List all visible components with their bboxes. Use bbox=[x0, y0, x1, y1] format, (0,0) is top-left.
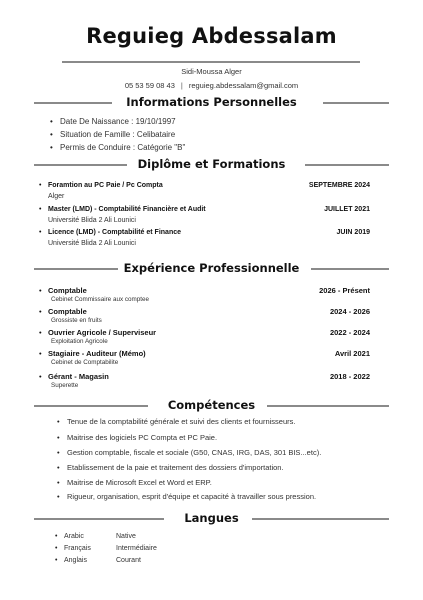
bullet-dot: • bbox=[39, 307, 42, 316]
language-name: Français bbox=[64, 545, 91, 552]
language-item bbox=[64, 545, 157, 552]
language-name: Arabic bbox=[64, 533, 84, 540]
header-divider bbox=[62, 61, 360, 63]
language-name: Anglais bbox=[64, 557, 87, 564]
experience-place: Superette bbox=[51, 382, 79, 389]
experience-place: Cebinet Commissaire aux comptee bbox=[51, 296, 149, 303]
education-place: Alger bbox=[48, 193, 65, 200]
phone-number: 05 53 59 08 43 bbox=[124, 81, 175, 90]
skill-item: • Maitrise de Microsoft Excel et Word et ERP. bbox=[67, 478, 212, 487]
education-date: JUIN 2019 bbox=[336, 229, 370, 236]
bullet-dot: • bbox=[39, 372, 42, 381]
experience-place: Cebinet de Comptabilite bbox=[51, 359, 119, 366]
experience-title: Ouvrier Agricole / Superviseur bbox=[48, 328, 157, 337]
bullet-dot: • bbox=[39, 286, 42, 295]
email-address: reguieg.abdessalam@gmail.com bbox=[188, 81, 299, 90]
experience-title: Comptable bbox=[48, 286, 87, 295]
section-skills-header bbox=[34, 398, 389, 414]
candidate-city: Sidi-Moussa Alger bbox=[181, 67, 242, 76]
bullet-dot: • bbox=[39, 206, 42, 213]
education-date: SEPTEMBRE 2024 bbox=[308, 182, 370, 189]
skill-item: • Gestion comptable, fiscale et sociale (G50, CNAS, IRG, DAS, 301 BIS...etc). bbox=[67, 448, 321, 457]
bullet-dot: • bbox=[39, 229, 42, 236]
education-date: JUILLET 2021 bbox=[324, 206, 370, 213]
skill-item: • Etablissement de la paie et traitement des dossiers d'importation. bbox=[67, 463, 284, 472]
skill-item: • Maitrise des logiciels PC Compta et PC Paie. bbox=[67, 433, 217, 442]
experience-title: Stagiaire - Auditeur (Mémo) bbox=[48, 349, 146, 358]
section-experience-title: Expérience Professionnelle bbox=[120, 261, 304, 275]
section-languages-title: Langues bbox=[180, 511, 242, 525]
experience-date: 2018 - 2022 bbox=[329, 372, 370, 381]
section-skills-title: Compétences bbox=[164, 398, 259, 412]
personal-info-item: • Situation de Famille : Celibataire bbox=[60, 130, 175, 139]
contact-line bbox=[0, 81, 423, 90]
personal-info-item: • Date De Naissance : 19/10/1997 bbox=[60, 117, 176, 126]
skill-item: • Tenue de la comptabilité générale et suivi des clients et fournisseurs. bbox=[67, 417, 295, 426]
education-place: Université Blida 2 Ali Lounici bbox=[48, 217, 136, 224]
experience-date: Avril 2021 bbox=[334, 349, 370, 358]
education-place: Université Blida 2 Ali Lounici bbox=[48, 240, 136, 247]
candidate-name: Reguieg Abdessalam bbox=[86, 24, 337, 48]
contact-separator: | bbox=[180, 81, 183, 90]
section-languages-header bbox=[34, 511, 389, 527]
experience-date: 2026 - Présent bbox=[319, 286, 370, 295]
section-personal-header bbox=[34, 95, 389, 111]
section-education-title: Diplôme et Formations bbox=[134, 157, 290, 171]
experience-title: Gérant - Magasin bbox=[48, 372, 109, 381]
bullet-dot: • bbox=[39, 328, 42, 337]
section-experience-header bbox=[34, 261, 389, 277]
experience-place: Exploitation Agricole bbox=[51, 338, 108, 345]
education-title: Licence (LMD) - Comptabilité et Finance bbox=[48, 229, 182, 236]
bullet-dot: • bbox=[39, 182, 42, 189]
experience-place: Grossiste en fruits bbox=[51, 317, 102, 324]
language-item bbox=[64, 557, 141, 564]
experience-title: Comptable bbox=[48, 307, 87, 316]
section-education-header bbox=[34, 157, 389, 173]
language-level: Courant bbox=[116, 557, 141, 564]
language-item bbox=[64, 533, 136, 540]
personal-info-item: • Permis de Conduire : Catégorie "B" bbox=[60, 143, 185, 152]
education-title: Master (LMD) - Comptabilité Financière et Audit bbox=[48, 206, 206, 213]
education-title: Foramtion au PC Paie / Pc Compta bbox=[48, 182, 163, 189]
experience-date: 2024 - 2026 bbox=[329, 307, 370, 316]
bullet-dot: • bbox=[39, 349, 42, 358]
section-personal-title: Informations Personnelles bbox=[122, 95, 301, 109]
experience-date: 2022 - 2024 bbox=[329, 328, 370, 337]
skill-item: • Rigueur, organisation, esprit d'équipe et capacité à travailler sous pression. bbox=[67, 492, 316, 501]
language-level: Native bbox=[116, 533, 136, 540]
language-level: Intermédiaire bbox=[116, 545, 157, 552]
